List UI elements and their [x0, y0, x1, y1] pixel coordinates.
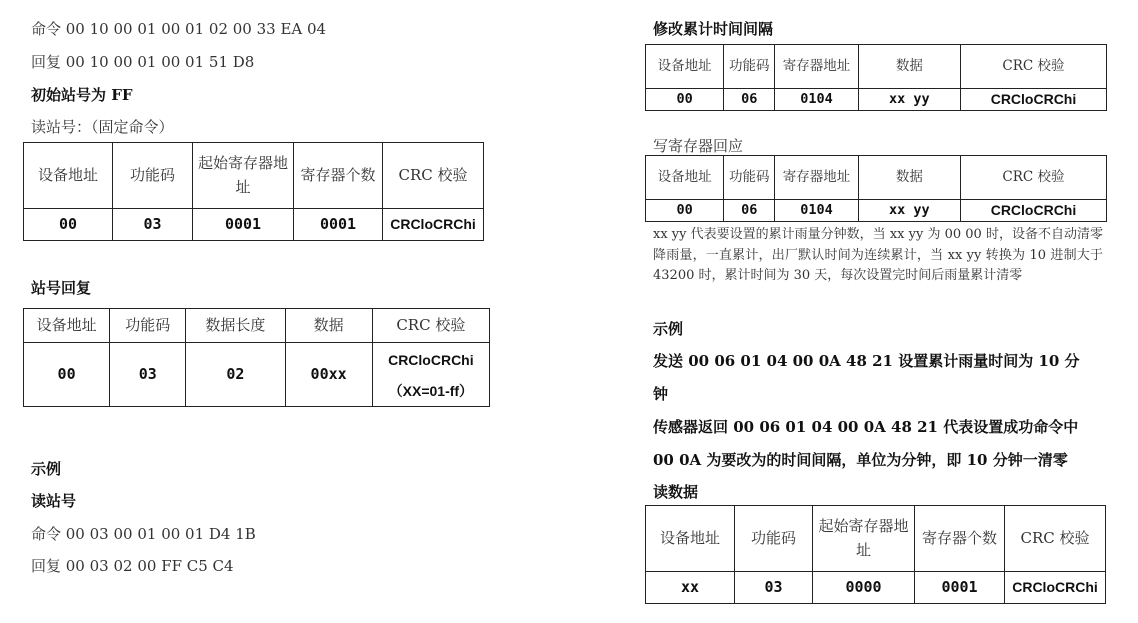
- header-device-address: 设备地址: [646, 506, 735, 572]
- return-line-1: 传感器返回 00 06 01 04 00 0A 48 21 代表设置成功命令中: [653, 418, 1079, 436]
- read-station-label: 读站号：（固定命令）: [31, 118, 174, 136]
- cell-function-code: 06: [724, 89, 775, 111]
- read-station-table: [23, 142, 484, 241]
- header-crc: CRC 校验: [960, 156, 1106, 200]
- cell-device-address: 00: [24, 209, 113, 241]
- header-data: 数据: [858, 45, 960, 89]
- heading-read-station: 读站号: [31, 492, 77, 510]
- header-start-register: 起始寄存器地址: [193, 143, 294, 209]
- heading-initial-station: 初始站号为 FF: [31, 86, 133, 104]
- header-crc: CRC 校验: [1005, 506, 1106, 572]
- write-reply-table: [645, 155, 1107, 222]
- header-function-code: 功能码: [110, 309, 186, 343]
- cell-register-address: 0104: [775, 89, 858, 111]
- write-reply-label: 写寄存器回应: [653, 137, 744, 155]
- cell-function-code: 03: [735, 572, 813, 604]
- send-line-1: 发送 00 06 01 04 00 0A 48 21 设置累计雨量时间为 10 分: [653, 352, 1080, 370]
- header-function-code: 功能码: [724, 156, 775, 200]
- cell-crc: [372, 343, 489, 407]
- cell-crc: CRCloCRChi: [960, 89, 1106, 111]
- cell-data: 00xx: [285, 343, 372, 407]
- heading-modify-interval: 修改累计时间间隔: [653, 20, 774, 38]
- heading-read-data: 读数据: [653, 483, 699, 501]
- cell-data: xx yy: [858, 89, 960, 111]
- cell-start-register: 0001: [193, 209, 294, 241]
- heading-example-left: 示例: [31, 460, 62, 478]
- cell-device-address: 00: [646, 89, 724, 111]
- header-crc: CRC 校验: [372, 309, 489, 343]
- reply-line-2: 回复 00 03 02 00 FF C5 C4: [31, 557, 234, 575]
- header-register-address: 寄存器地址: [775, 156, 858, 200]
- header-register-count: 寄存器个数: [915, 506, 1005, 572]
- read-data-table: [645, 505, 1106, 604]
- header-function-code: 功能码: [724, 45, 775, 89]
- header-device-address: 设备地址: [646, 156, 724, 200]
- heading-station-reply: 站号回复: [31, 279, 92, 297]
- command-line-1: 命令 00 10 00 01 00 01 02 00 33 EA 04: [31, 20, 327, 38]
- header-device-address: 设备地址: [24, 143, 113, 209]
- cell-crc: CRCloCRChi: [1005, 572, 1106, 604]
- header-function-code: 功能码: [735, 506, 813, 572]
- cell-device-address: 00: [646, 200, 724, 222]
- cell-function-code: 06: [724, 200, 775, 222]
- cell-register-address: 0104: [775, 200, 858, 222]
- cell-data: xx yy: [858, 200, 960, 222]
- header-device-address: 设备地址: [646, 45, 724, 89]
- header-crc: CRC 校验: [960, 45, 1106, 89]
- header-function-code: 功能码: [113, 143, 193, 209]
- cell-register-count: 0001: [294, 209, 383, 241]
- cell-device-address: xx: [646, 572, 735, 604]
- header-register-count: 寄存器个数: [294, 143, 383, 209]
- station-reply-table: [23, 308, 490, 407]
- cell-crc-value: CRCloCRChi: [388, 351, 474, 368]
- return-line-2: 00 0A 为要改为的时间间隔，单位为分钟，即 10 分钟一清零: [653, 451, 1068, 469]
- modify-interval-table: [645, 44, 1107, 111]
- cell-register-count: 0001: [915, 572, 1005, 604]
- command-line-2: 命令 00 03 00 01 00 01 D4 1B: [31, 525, 256, 543]
- cell-start-register: 0000: [813, 572, 915, 604]
- cell-crc: CRCloCRChi: [383, 209, 484, 241]
- cell-data-length: 02: [186, 343, 285, 407]
- header-data: 数据: [858, 156, 960, 200]
- header-data-length: 数据长度: [186, 309, 285, 343]
- header-device-address: 设备地址: [24, 309, 110, 343]
- cell-function-code: 03: [110, 343, 186, 407]
- cell-function-code: 03: [113, 209, 193, 241]
- send-line-2: 钟: [653, 385, 669, 403]
- cell-crc-range: （XX=01-ff）: [388, 382, 474, 399]
- header-data: 数据: [285, 309, 372, 343]
- cell-device-address: 00: [24, 343, 110, 407]
- cell-crc: CRCloCRChi: [960, 200, 1106, 222]
- reply-line-1: 回复 00 10 00 01 00 01 51 D8: [31, 53, 255, 71]
- heading-example-right: 示例: [653, 320, 684, 338]
- header-crc: CRC 校验: [383, 143, 484, 209]
- header-start-register: 起始寄存器地址: [813, 506, 915, 572]
- header-register-address: 寄存器地址: [775, 45, 858, 89]
- description-paragraph: xx yy 代表要设置的累计雨量分钟数，当 xx yy 为 00 00 时，设备不自动清零降雨量，一直累计，出厂默认时间为连续累计，当 xx yy 转换为 10 进制大于 43200 时，累计时间为 30 天，每次设置完时间后雨量累计清零: [653, 227, 1103, 283]
